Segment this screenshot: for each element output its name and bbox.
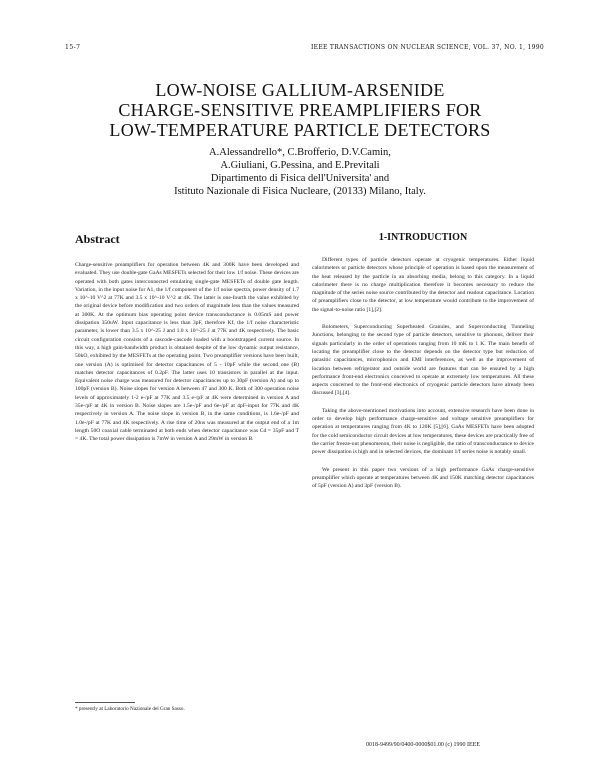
- author-block: [60, 146, 540, 198]
- footnote: * presently at Laboratorio Nazionale del Gran Sasso.: [75, 706, 185, 712]
- footnote-divider: [75, 702, 135, 703]
- abstract-heading: Abstract: [75, 232, 120, 246]
- author-line-1: A.Alessandrello*, C.Brofferio, D.V.Camin,: [209, 147, 391, 158]
- title-line-3: LOW-TEMPERATURE PARTICLE DETECTORS: [109, 120, 491, 140]
- intro-paragraph-3: Taking the above-mentioned motivations into account, extensive research have been done in order to develop high performance charge-sensitive and voltage sensitive preamplifiers for operation at temperatures ranging from 4K to 120K [5],[6]. GaAs MESFETs have been adopted for the cold semiconductor circuit devices at low temperatures, these devices are practically free of the carrier freeze-out phenomenon, their noise is negligible, the ratio of transconductance to device power dissipation is high and in selected devices, the dominant 1/f series noise is notably small.: [312, 407, 534, 456]
- intro-paragraph-2: Bolometers, Superconducting Superheated Granules, and Superconducting Tunneling Junctions, belonging to the second type of particle detectors, sensitive to phonons, deliver their signals particularly in the order of operations ranging from 10 mK to 1 K. The main benefit of locating the preamplifier close to the detector depends on the detector type but reduction of parasitic capacitances, microphonics and EMI interferences, as well as the improvement of location between refrigerator and outside world are features that can be ensured by a high performance front-end electronics conceived to operate at extremely low temperatures. All these aspects concerned to the front-end electronics of cryogenic particle detectors have already been discussed [3],[4].: [312, 324, 534, 397]
- title-line-2: CHARGE-SENSITIVE PREAMPLIFIERS FOR: [118, 100, 482, 120]
- intro-paragraph-4: We present in this paper two versions of a high performance GaAs charge-sensitive preamplifier which operate at temperatures between 4K and 150K matching detector capacitances of 5pF (version A) and 3pF (version B).: [312, 466, 534, 490]
- intro-paragraph-1: Different types of particle detectors operate at cryogenic temperatures. Either liquid calorimeters or particle detectors whose principle of operation is based upon the measurement of the heat released by the particle in an absorbing media, belong to this category. In a liquid calorimeter there is no charge multiplication therefore it becomes necessary to reduce the magnitude of the series noise source contributed by the detector and readout capacitance. Location of preamplifiers close to the detector, at low temperature would contribute to the improvement of the signal-to-noise ratio [1],[2].: [312, 257, 534, 313]
- affiliation-line-2: Istituto Nazionale di Fisica Nucleare, (20133) Milano, Italy.: [174, 186, 426, 197]
- journal-header: IEEE TRANSACTIONS ON NUCLEAR SCIENCE, VOL. 37, NO. 1, 1990: [310, 44, 544, 51]
- affiliation-line-1: Dipartimento di Fisica dell'Universita' and: [210, 173, 390, 184]
- paper-title: [60, 80, 540, 140]
- introduction-heading: 1-INTRODUCTION: [378, 232, 468, 243]
- copyright-line: 0018-9499/90/0400-0000$01.00 (c) 1990 IEEE: [366, 742, 480, 748]
- page-number: 15-7: [65, 44, 81, 51]
- left-column: [75, 232, 299, 453]
- right-column: [312, 232, 534, 499]
- title-line-1: LOW-NOISE GALLIUM-ARSENIDE: [155, 80, 445, 100]
- abstract-text: Charge-sensitive preamplifiers for operation between 4K and 300K have been developed and evaluated. They use double-gate GaAs MESFETs selected for their low 1/f noise. These devices are operated with both gates interconnected emulating single-gate MESFETs of double gate length. Variation, in the input noise for A1, the 1/f component of the 1/f noise spectra, power density of 1.7 x 10^-10 V^2 at 77K and 3.5 x 10^-10 V^2 at 4K. The latter is one-fourth the value exhibited by the original device before modification and two orders of magnitude less than the values measured at 300K. At the optimum bias operating point device transconductance is 0.05mS and power dissipation 350uW. Input capacitance is less than 3pF, therefore Kf, the 1/f noise characteristic parameter, is lower than 3.5 x 10^-25 J and 1.0 x 10^-25 J at 77K and 4K respectively. The basic circuit configuration consists of a cascode-cascode loaded with a bootstrapped current source. In this way, a high gain-bandwidth product is obtained despite of the low dynamic output resistance, 50kO, exhibited by the MESFETs at the operating point. Two preamplifier versions have been built, one version (A) is optimised for detector capacitances of 5 - 10pF while the second one (B) matches detector capacitances of 0.2pF. The latter uses 10 transistors in parallel at the input. Equivalent noise charge was measured for detector capacitances up to 30pF (version A) and up to 100pF (version B). Noise slopes for version A between 47 and 300 K. Both of 300 operation noise levels of approximately 1-2 e-/pF at 77K and 3.5 e-/pF at 4K were determined in version A and 35e-/pF at 4K in version B. Noise slopes are 1.5e-/pF and 6e-/pF at 4pF-input for 77K and 4K respectively in version A. The noise slope in version B, in the same conditions, is 1.6e-/pF and 1.0e-/pF at 77K and 4K respectively. A rise time of 20ns was measured at the output end of a 1m length 50O coaxial cable terminated at both ends when detector capacitance was Cd = 35pF and T = 4K. The total power dissipation is 7mW in version A and 29mW in version B.: [75, 262, 299, 443]
- author-line-2: A.Giuliani, G.Pessina, and E.Previtali: [220, 160, 380, 171]
